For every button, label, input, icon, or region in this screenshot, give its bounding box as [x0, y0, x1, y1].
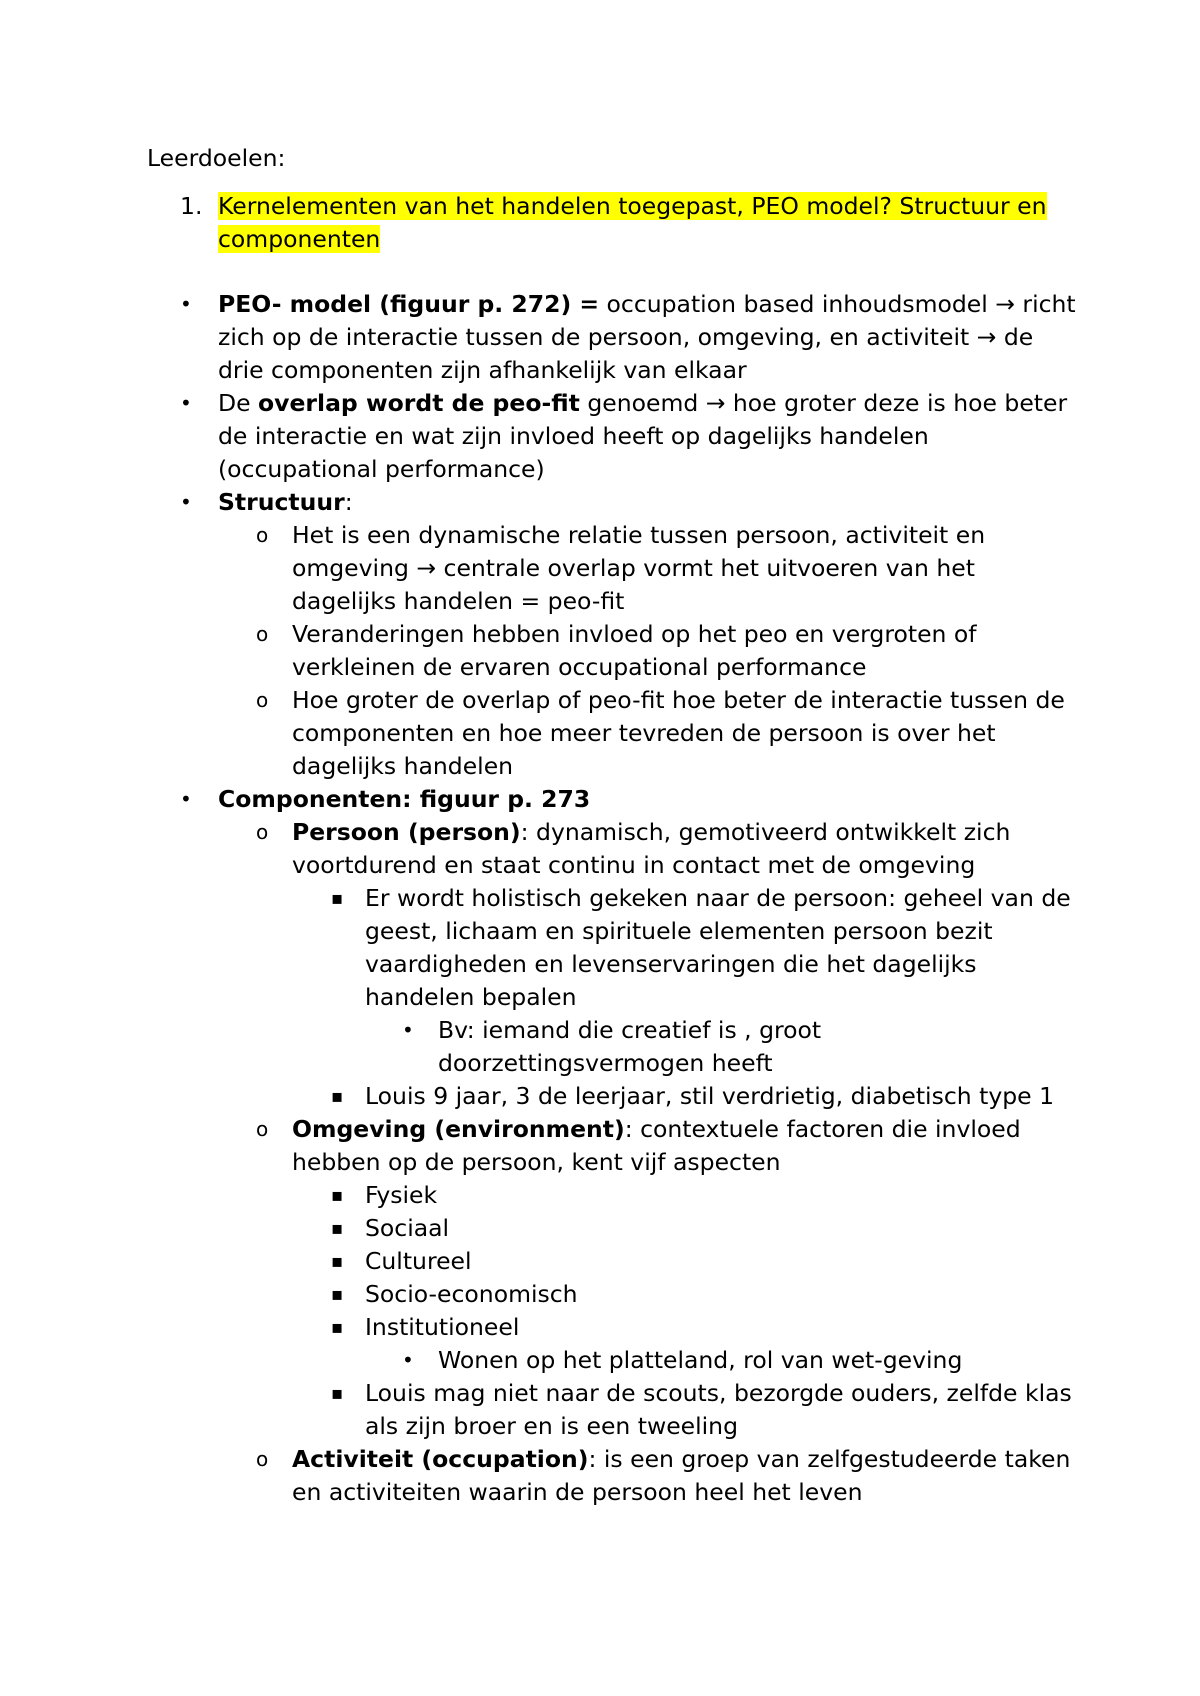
persoon-sub-item	[180, 882, 1080, 1014]
activiteit-text: : is een groep van zelfgestudeerde taken en activiteiten waarin de persoon heel het leven	[292, 1445, 1071, 1506]
goal-number: 1.	[180, 192, 203, 220]
persoon-example	[180, 1014, 1080, 1080]
circle-bullet-icon: o	[256, 622, 269, 646]
square-bullet-icon: ▪	[331, 1218, 344, 1239]
activiteit-bold: Activiteit (occupation)	[292, 1445, 589, 1473]
aspect-text: Socio-economisch	[365, 1280, 578, 1308]
circle-bullet-icon: o	[256, 688, 269, 712]
omgeving-aspect	[180, 1179, 1080, 1212]
omgeving-louis-text: Louis mag niet naar de scouts, bezorgde ouders, zelfde klas als zijn broer en is een tweeling	[365, 1379, 1072, 1440]
overlap-text: genoemd → hoe groter deze is hoe beter de interactie en wat zijn invloed heeft op dagelijks handelen (occupational performance)	[218, 389, 1068, 483]
omgeving-louis	[180, 1377, 1080, 1443]
persoon-louis-text: Louis 9 jaar, 3 de leerjaar, stil verdrietig, diabetisch type 1	[365, 1082, 1055, 1110]
square-bullet-icon: ▪	[331, 888, 344, 909]
omgeving-aspect	[180, 1311, 1080, 1344]
overlap-pre: De	[218, 389, 259, 417]
structuur-text: :	[344, 488, 353, 516]
structuur-sub-item	[180, 618, 1080, 684]
bullet-icon: •	[180, 787, 192, 811]
component-activiteit	[180, 1443, 1080, 1509]
circle-bullet-icon: o	[256, 1447, 269, 1471]
component-persoon	[180, 816, 1080, 882]
persoon-sub-text: Er wordt holistisch gekeken naar de persoon: geheel van de geest, lichaam en spirituele elementen persoon bezit vaardigheden en levenservaringen die het dagelijks handelen bepalen	[365, 884, 1071, 1011]
persoon-example-text: Bv: iemand die creatief is , groot doorzettingsvermogen heeft	[438, 1016, 822, 1077]
list-item-structuur	[180, 486, 1080, 519]
structuur-sub-text: Hoe groter de overlap of peo-fit hoe beter de interactie tussen de componenten en hoe meer tevreden de persoon is over het dagelijks handelen	[292, 686, 1065, 780]
componenten-bold: Componenten: figuur p. 273	[218, 785, 591, 813]
circle-bullet-icon: o	[256, 820, 269, 844]
peo-model-bold: PEO- model (figuur p. 272) =	[218, 290, 600, 318]
structuur-sub-item	[180, 684, 1080, 783]
circle-bullet-icon: o	[256, 1117, 269, 1141]
square-bullet-icon: ▪	[331, 1284, 344, 1305]
bullet-icon: •	[402, 1348, 414, 1372]
square-bullet-icon: ▪	[331, 1086, 344, 1107]
aspect-text: Institutioneel	[365, 1313, 520, 1341]
bullet-icon: •	[402, 1018, 414, 1042]
persoon-text: : dynamisch, gemotiveerd ontwikkelt zich voortdurend en staat continu in contact met de omgeving	[292, 818, 1011, 879]
omgeving-text: : contextuele factoren die invloed hebben op de persoon, kent vijf aspecten	[292, 1115, 1021, 1176]
circle-bullet-icon: o	[256, 523, 269, 547]
persoon-bold: Persoon (person)	[292, 818, 521, 846]
bullet-icon: •	[180, 490, 192, 514]
omgeving-aspect	[180, 1245, 1080, 1278]
institutioneel-example	[180, 1344, 1080, 1377]
aspect-text: Sociaal	[365, 1214, 450, 1242]
institutioneel-example-text: Wonen op het platteland, rol van wet-geving	[438, 1346, 963, 1374]
component-omgeving	[180, 1113, 1080, 1179]
square-bullet-icon: ▪	[331, 1251, 344, 1272]
persoon-sub-item	[180, 1080, 1080, 1113]
aspect-text: Fysiek	[365, 1181, 438, 1209]
omgeving-aspect	[180, 1278, 1080, 1311]
structuur-sub-text: Veranderingen hebben invloed op het peo en vergroten of verkleinen de ervaren occupational performance	[292, 620, 977, 681]
overlap-bold: overlap wordt de peo-fit	[258, 389, 580, 417]
bullet-icon: •	[180, 391, 192, 415]
square-bullet-icon: ▪	[331, 1185, 344, 1206]
goal-text: Kernelementen van het handelen toegepast, PEO model? Structuur en componenten	[218, 192, 1047, 253]
structuur-bold: Structuur	[218, 488, 345, 516]
bullet-icon: •	[180, 292, 192, 316]
list-item-componenten	[180, 783, 1080, 816]
omgeving-bold: Omgeving (environment)	[292, 1115, 625, 1143]
square-bullet-icon: ▪	[331, 1383, 344, 1404]
structuur-sub-item	[180, 519, 1080, 618]
peo-model-text: occupation based inhoudsmodel → richt zich op de interactie tussen de persoon, omgeving, en activiteit → de drie componenten zijn afhankelijk van elkaar	[218, 290, 1076, 384]
bullet-list	[180, 288, 1080, 1509]
aspect-text: Cultureel	[365, 1247, 472, 1275]
omgeving-aspect	[180, 1212, 1080, 1245]
square-bullet-icon: ▪	[331, 1317, 344, 1338]
structuur-sub-text: Het is een dynamische relatie tussen persoon, activiteit en omgeving → centrale overlap vormt het uitvoeren van het dagelijks handelen = peo-fit	[292, 521, 986, 615]
list-item-peo-model	[180, 288, 1080, 387]
page-heading: Leerdoelen:	[147, 144, 286, 172]
list-item-overlap	[180, 387, 1080, 486]
numbered-goal	[180, 190, 1060, 256]
